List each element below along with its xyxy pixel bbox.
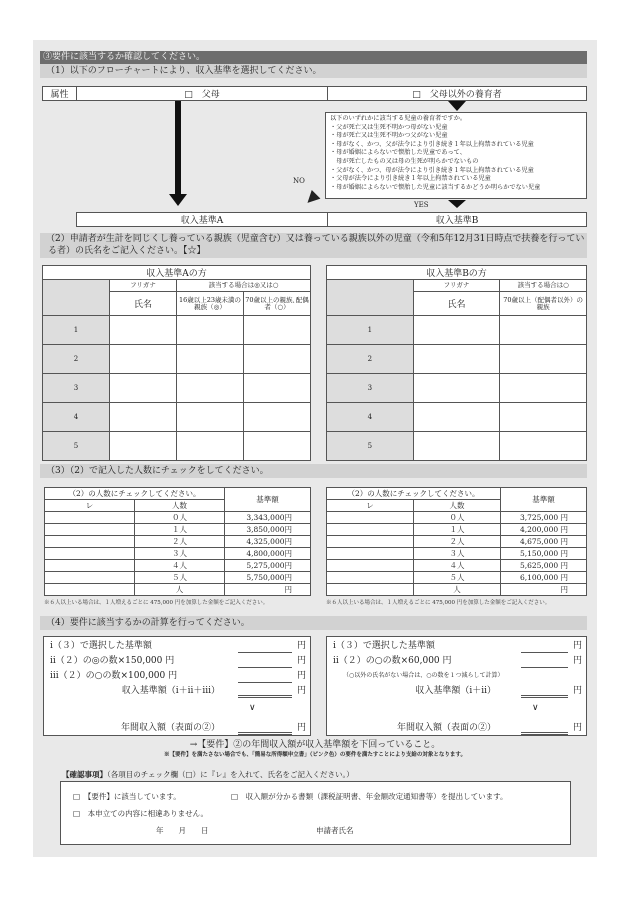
count-label: ２人	[414, 536, 501, 548]
calc-label: ⅰ（３）で選択した基準額	[50, 641, 152, 651]
count-table-a	[44, 487, 311, 596]
condition-question: 以下のいずれかに該当する児童の養育者ですか。	[330, 115, 467, 122]
row-number: 1	[327, 316, 414, 345]
mark-input[interactable]	[177, 345, 244, 374]
confirm-check-documents[interactable]: □ 収入額が分かる書類（課税証明書、年金額改定通知書等）を提出しています。	[231, 792, 508, 801]
calc-note: （○以外の氏名がない場合は、○の数を１つ減らして計算）	[343, 672, 504, 679]
name-input[interactable]	[413, 345, 500, 374]
less-than-symbol: ∨	[532, 703, 539, 713]
yen-unit: 円	[296, 641, 306, 651]
confirm-check-requirement[interactable]: □ 【要件】に該当しています。	[73, 792, 181, 801]
name-input[interactable]	[413, 316, 500, 345]
count-checkbox[interactable]	[327, 584, 414, 596]
calc-label: 年間収入額（表面の②）	[396, 723, 496, 733]
name-input[interactable]	[110, 316, 177, 345]
count-checkbox[interactable]	[45, 536, 135, 548]
yen-unit: 円	[296, 686, 306, 696]
confirm-instructions: （各項目のチェック欄（□）に『レ』を入れて、氏名をご記入ください。）	[107, 770, 354, 779]
relatives-table-a	[42, 265, 311, 461]
name-input[interactable]	[110, 403, 177, 432]
amount-value: 6,100,000 円	[501, 572, 587, 584]
arrow-diagonal-icon: ◀	[299, 186, 322, 209]
criteria-row	[76, 212, 587, 227]
count-checkbox[interactable]	[45, 548, 135, 560]
check-mark-header: レ	[327, 500, 414, 512]
name-header: 氏名	[413, 292, 500, 316]
calc-box-b	[326, 636, 587, 736]
count-note-b: ※６人以上いる場合は、１人増えるごとに 475,000 円を加算した金額をご記入ください。	[326, 600, 551, 606]
applicable-header: 該当する場合は○	[500, 280, 587, 292]
yen-unit: 円	[296, 656, 306, 666]
attribute-row	[42, 86, 587, 101]
table-row	[45, 524, 311, 536]
furigana-header: フリガナ	[413, 280, 500, 292]
yen-unit: 円	[572, 686, 582, 696]
table-row	[45, 512, 311, 524]
amount-input[interactable]	[238, 682, 292, 683]
name-input[interactable]	[110, 432, 177, 461]
check-header: （2）の人数にチェックしてください。	[327, 488, 501, 500]
row-number: 2	[43, 345, 110, 374]
table-row	[327, 584, 587, 596]
amount-input[interactable]	[238, 667, 292, 668]
table-row	[45, 548, 311, 560]
mark-input[interactable]	[244, 432, 311, 461]
row-number: 4	[43, 403, 110, 432]
amount-value: 4,325,000円	[225, 536, 311, 548]
count-label: ３人	[414, 548, 501, 560]
count-label: ３人	[135, 548, 225, 560]
calc-row	[333, 639, 582, 653]
calc-row	[50, 721, 306, 735]
amount-value: 円	[501, 584, 587, 596]
attr-label: 属性	[43, 87, 77, 101]
amount-input[interactable]	[238, 732, 292, 735]
calc-label: ⅰ（３）で選択した基準額	[333, 641, 435, 651]
count-checkbox[interactable]	[327, 512, 414, 524]
arrow-down-icon	[448, 200, 466, 208]
count-label: ４人	[135, 560, 225, 572]
count-checkbox[interactable]	[327, 560, 414, 572]
mark-input[interactable]	[177, 316, 244, 345]
calc-box-a	[43, 636, 311, 736]
amount-input[interactable]	[521, 695, 568, 698]
count-header: 人数	[414, 500, 501, 512]
amount-value: 3,850,000円	[225, 524, 311, 536]
calc-row	[50, 669, 306, 683]
name-input[interactable]	[110, 345, 177, 374]
arrow-down-icon	[448, 101, 466, 111]
count-table-b	[326, 487, 587, 596]
table-row	[45, 584, 311, 596]
calc-label: 収入基準額（ⅰ＋ⅱ）	[415, 686, 496, 696]
name-input[interactable]	[110, 374, 177, 403]
mark-input[interactable]	[244, 403, 311, 432]
amount-value: 3,343,000円	[225, 512, 311, 524]
relatives-table-b	[326, 265, 587, 461]
mark-input[interactable]	[500, 316, 587, 345]
count-checkbox[interactable]	[45, 524, 135, 536]
calc-row	[50, 639, 306, 653]
calc-row	[333, 721, 582, 735]
count-label: ２人	[135, 536, 225, 548]
table-row	[327, 572, 587, 584]
s1-heading: （1）以下のフローチャートにより、収入基準を選択してください。	[40, 64, 587, 78]
check-header: （2）の人数にチェックしてください。	[45, 488, 225, 500]
option-other-guardian-checkbox[interactable]: □ 父母以外の養育者	[328, 87, 587, 101]
count-label: 人	[414, 584, 501, 596]
count-checkbox[interactable]	[327, 572, 414, 584]
col-70-header: 70歳以上の親族､配偶者（○）	[244, 292, 311, 316]
date-field[interactable]: 年 月 日	[156, 826, 209, 835]
row-number: 4	[327, 403, 414, 432]
calc-row	[333, 684, 582, 698]
confirm-check-accuracy[interactable]: □ 本申立ての内容に相違ありません。	[73, 809, 209, 818]
table-row	[45, 536, 311, 548]
count-header: 人数	[135, 500, 225, 512]
amount-input[interactable]	[521, 667, 568, 668]
arrow-down-shaft	[175, 101, 181, 195]
mark-input[interactable]	[177, 403, 244, 432]
amount-value: 4,200,000 円	[501, 524, 587, 536]
condition-item: ・母が死亡又は生死不明かつ父がない児童	[330, 132, 448, 140]
col-70-header: 70歳以上（配偶者以外）の親族	[500, 292, 587, 316]
check-mark-header: レ	[45, 500, 135, 512]
option-parent-checkbox[interactable]: □ 父母	[77, 87, 328, 101]
count-checkbox[interactable]	[45, 560, 135, 572]
confirm-title: 【確認事項】	[62, 770, 107, 779]
count-label: 人	[135, 584, 225, 596]
criteria-b: 収入基準B	[328, 213, 587, 227]
name-input[interactable]	[413, 403, 500, 432]
furigana-header: フリガナ	[110, 280, 177, 292]
calc-row	[50, 684, 306, 698]
amount-value: 4,800,000円	[225, 548, 311, 560]
calc-label: ⅱ（２）の○の数×60,000 円	[333, 656, 452, 666]
amount-input[interactable]	[238, 652, 292, 653]
applicant-name-label: 申請者氏名	[316, 826, 354, 835]
amount-header: 基準額	[225, 488, 311, 512]
calc-row	[50, 654, 306, 668]
table-row	[327, 548, 587, 560]
condition-item: ・父母が法令により引き続き１年以上拘禁されている児童	[330, 175, 491, 183]
criteria-a: 収入基準A	[77, 213, 328, 227]
row-number: 3	[43, 374, 110, 403]
row-number: 5	[327, 432, 414, 461]
yen-unit: 円	[296, 671, 306, 681]
count-label: ０人	[414, 512, 501, 524]
table-row	[327, 536, 587, 548]
s2-heading: （2）申請者が生計を同じくし養っている親族（児童含む）又は養っている親族以外の児童（令和5年12月31日時点で扶養を行っている者）の氏名をご記入ください。【☆】	[40, 233, 587, 258]
name-input[interactable]	[413, 432, 500, 461]
row-number: 5	[43, 432, 110, 461]
count-checkbox[interactable]	[45, 584, 135, 596]
table-row	[45, 572, 311, 584]
calc-label: ⅲ（２）の○の数×100,000 円	[50, 671, 178, 681]
requirement-text: →【要件】②の年間収入額が収入基準額を下回っていること。	[189, 740, 441, 750]
name-header: 氏名	[110, 292, 177, 316]
mark-input[interactable]	[500, 432, 587, 461]
count-label: ０人	[135, 512, 225, 524]
amount-value: 3,725,000 円	[501, 512, 587, 524]
mark-input[interactable]	[177, 432, 244, 461]
amount-value: 円	[225, 584, 311, 596]
count-label: ４人	[414, 560, 501, 572]
mark-input[interactable]	[500, 403, 587, 432]
table-row	[45, 560, 311, 572]
count-label: ５人	[135, 572, 225, 584]
yen-unit: 円	[296, 723, 306, 733]
yen-unit: 円	[572, 723, 582, 733]
row-number: 2	[327, 345, 414, 374]
amount-value: 5,275,000円	[225, 560, 311, 572]
mark-input[interactable]	[500, 374, 587, 403]
mark-input[interactable]	[244, 316, 311, 345]
amount-input[interactable]	[521, 652, 568, 653]
applicable-header: 該当する場合は◎又は○	[177, 280, 311, 292]
condition-box	[325, 112, 587, 199]
count-checkbox[interactable]	[45, 512, 135, 524]
calc-label: ⅱ（２）の◎の数×150,000 円	[50, 656, 175, 666]
confirm-heading	[62, 769, 354, 780]
amount-input[interactable]	[521, 732, 568, 735]
count-label: ５人	[414, 572, 501, 584]
table-row	[327, 512, 587, 524]
arrow-down-icon	[169, 194, 187, 206]
mark-input[interactable]	[244, 345, 311, 374]
condition-item: 母が死亡したもの又は母の生死が明らかでないもの	[330, 157, 479, 165]
row-number: 3	[327, 374, 414, 403]
amount-input[interactable]	[238, 695, 292, 698]
col-16-23-header: 16歳以上23歳未満の親族（◎）	[177, 292, 244, 316]
amount-header: 基準額	[501, 488, 587, 512]
less-than-symbol: ∨	[249, 703, 256, 713]
amount-value: 5,750,000円	[225, 572, 311, 584]
no-label: NO	[293, 177, 305, 185]
count-checkbox[interactable]	[327, 524, 414, 536]
yes-label: YES	[414, 201, 429, 209]
row-number: 1	[43, 316, 110, 345]
mark-input[interactable]	[244, 374, 311, 403]
mark-input[interactable]	[177, 374, 244, 403]
count-checkbox[interactable]	[327, 536, 414, 548]
amount-value: 4,675,000 円	[501, 536, 587, 548]
requirement-note: ※【要件】を満たさない場合でも、「簡易な所得額申立書」（ピンク色）の要件を満たすことにより支給の対象となります。	[164, 752, 466, 758]
name-input[interactable]	[413, 374, 500, 403]
condition-item: ・父が死亡又は生死不明かつ母がない児童	[330, 123, 448, 131]
condition-item: ・父がなく、かつ、母が法令により引き続き１年以上拘禁されている児童	[330, 166, 534, 174]
count-note-a: ※６人以上いる場合は、１人増えるごとに 475,000 円を加算した金額をご記入ください。	[44, 600, 269, 606]
amount-value: 5,625,000 円	[501, 560, 587, 572]
calc-row	[333, 654, 582, 668]
section-title: ③要件に該当するか確認してください。	[40, 51, 587, 64]
condition-item: ・母がなく、かつ、父が法令により引き続き１年以上拘禁されている児童	[330, 140, 534, 148]
table-title: 収入基準Bの方	[327, 266, 587, 280]
table-row	[327, 560, 587, 572]
yen-unit: 円	[572, 641, 582, 651]
yen-unit: 円	[572, 656, 582, 666]
table-row	[327, 524, 587, 536]
count-checkbox[interactable]	[45, 572, 135, 584]
calc-label: 年間収入額（表面の②）	[120, 723, 220, 733]
mark-input[interactable]	[500, 345, 587, 374]
condition-item: ・母が婚姻によらないで懐胎した児童に該当するかどうか明らかでない児童	[330, 183, 541, 191]
count-label: １人	[135, 524, 225, 536]
count-checkbox[interactable]	[327, 548, 414, 560]
condition-item: ・母が婚姻によらないで懐胎した児童であって、	[330, 149, 466, 157]
table-title: 収入基準Aの方	[43, 266, 311, 280]
confirm-box	[60, 781, 571, 845]
calc-label: 収入基準額（ⅰ＋ⅱ＋ⅲ）	[121, 686, 220, 696]
amount-value: 5,150,000 円	[501, 548, 587, 560]
count-label: １人	[414, 524, 501, 536]
s4-heading: （4）要件に該当するかの計算を行ってください。	[40, 616, 587, 630]
s3-heading: （3）（2）で記入した人数にチェックをしてください。	[40, 464, 587, 478]
